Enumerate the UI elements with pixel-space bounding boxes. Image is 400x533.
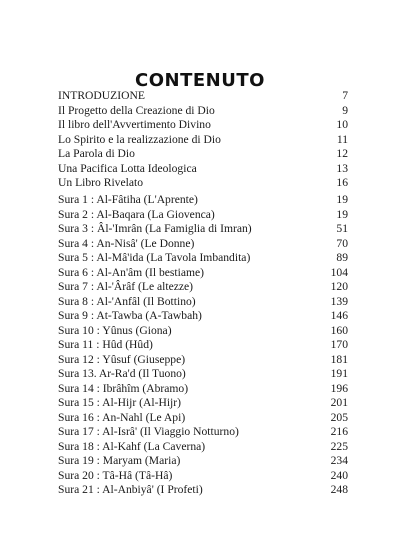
toc-entry [58,147,348,162]
toc-entry [58,222,348,237]
toc-entry-page: 201 [330,396,348,409]
toc-entry-label: Sura 20 : Tâ-Hâ (Tâ-Hâ) [58,468,173,482]
toc-entry [58,338,348,353]
toc-entry-label: Sura 10 : Yûnus (Giona) [58,323,172,337]
toc-entry [58,483,348,498]
toc-entry-page: 181 [330,352,348,366]
toc-entry-label: La Parola di Dio [58,147,135,160]
toc-entry [58,309,348,324]
toc-entry-page: 120 [330,280,348,293]
toc-entry-page: 16 [336,176,348,189]
toc-entry-page: 70 [336,236,348,250]
toc-entry-page: 205 [330,410,348,424]
toc-entry [58,162,348,177]
toc-entry [58,193,348,208]
toc-entry [58,367,348,382]
toc-entry-page: 11 [336,132,348,146]
toc-entry-page: 191 [330,367,348,380]
toc-entry-page: 216 [330,425,348,438]
toc-entry-label: Sura 15 : Al-Hijr (Al-Hijr) [58,396,182,409]
toc-entry [58,89,348,104]
page-title: CONTENUTO [135,70,265,91]
toc-entry-label: Sura 13. Ar-Ra'd (Il Tuono) [58,367,186,380]
toc-entry-page: 196 [330,381,348,395]
toc-entry [58,104,348,119]
toc-entry-page: 12 [336,147,348,160]
toc-entry-page: 10 [336,118,348,131]
toc-entry [58,266,348,281]
toc-entry-label: Sura 9 : At-Tawba (A-Tawbah) [58,309,202,322]
toc-entry-page: 7 [342,89,348,102]
toc-entry [58,324,348,339]
toc-entry-label: Una Pacifica Lotta Ideologica [58,161,197,175]
toc-entry-page: 51 [336,222,348,235]
toc-entry-label: INTRODUZIONE [58,89,145,102]
toc-entry-label: Sura 17 : Al-Isrâ' (Il Viaggio Notturno) [58,425,239,438]
toc-entry-label: Sura 2 : Al-Baqara (La Giovenca) [58,207,215,221]
toc-entry-label: Sura 3 : Âl-'Imrân (La Famiglia di Imran) [58,222,252,235]
toc-entry-page: 225 [330,439,348,453]
toc-entry [58,382,348,397]
toc-entry-page: 160 [330,323,348,337]
toc-entry [58,469,348,484]
toc-entry [58,176,348,191]
toc-entry-label: Sura 6 : Al-An'âm (Il bestiame) [58,265,205,279]
toc-entry-label: Sura 12 : Yûsuf (Giuseppe) [58,352,186,366]
toc-entry-page: 139 [330,294,348,308]
toc-entry-page: 248 [330,483,348,496]
toc-entry-label: Sura 5 : Al-Mâ'ida (La Tavola Imbandita) [58,251,251,264]
toc-entry-page: 146 [330,309,348,322]
toc-entry [58,425,348,440]
toc-entry-page: 104 [330,265,348,279]
toc-entry-label: Sura 21 : Al-Anbiyâ' (I Profeti) [58,483,203,496]
toc-entry-label: Sura 16 : An-Nahl (Le Api) [58,410,186,424]
toc-entry [58,396,348,411]
toc-entry-page: 9 [342,103,348,117]
toc-entry-label: Sura 7 : Al-'Ârâf (Le altezze) [58,280,194,293]
toc-entry [58,237,348,252]
toc-intro-list [58,89,348,191]
toc-sura-list [58,193,348,498]
toc-entry [58,251,348,266]
toc-entry-page: 240 [330,468,348,482]
toc-entry [58,411,348,426]
toc-entry-page: 234 [330,454,348,467]
toc-entry-page: 89 [336,251,348,264]
toc-entry-label: Il libro dell'Avvertimento Divino [58,118,211,131]
toc-entry-label: Sura 18 : Al-Kahf (La Caverna) [58,439,206,453]
toc-entry [58,440,348,455]
toc-entry [58,353,348,368]
toc-entry-page: 13 [336,161,348,175]
toc-entry [58,454,348,469]
toc-entry-label: Sura 14 : Ibrâhîm (Abramo) [58,381,189,395]
toc-entry-page: 19 [336,207,348,221]
toc-entry-label: Il Progetto della Creazione di Dio [58,103,215,117]
toc-entry [58,208,348,223]
toc-entry [58,133,348,148]
toc-entry-label: Sura 1 : Al-Fâtiha (L'Aprente) [58,193,198,206]
toc-entry-label: Un Libro Rivelato [58,176,144,189]
toc-entry-label: Sura 8 : Al-'Anfâl (Il Bottino) [58,294,196,308]
toc-entry-label: Sura 19 : Maryam (Maria) [58,454,181,467]
toc-entry-page: 170 [330,338,348,351]
toc-entry-page: 19 [336,193,348,206]
toc-entry-label: Sura 4 : An-Nisâ' (Le Donne) [58,236,195,250]
toc-entry-label: Sura 11 : Hûd (Hûd) [58,338,153,351]
toc-entry [58,118,348,133]
toc-entry [58,280,348,295]
toc-entry-label: Lo Spirito e la realizzazione di Dio [58,132,221,146]
toc-entry [58,295,348,310]
